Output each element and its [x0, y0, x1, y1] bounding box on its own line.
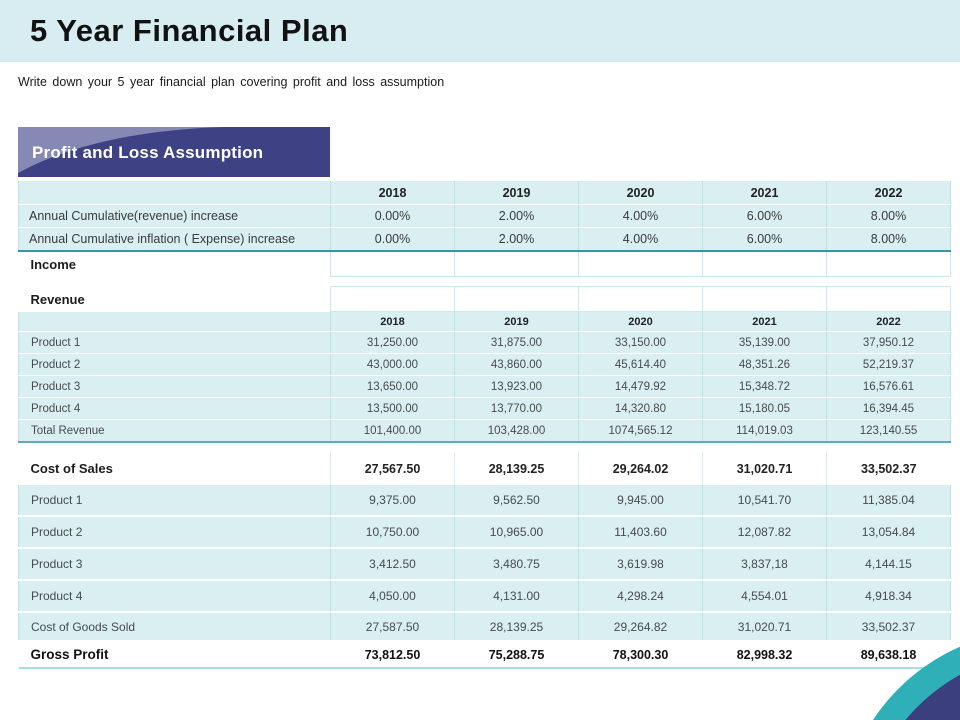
year-header-cell: 2018 [331, 181, 455, 205]
value-cell: 11,385.04 [827, 485, 951, 516]
value-cell: 31,020.71 [703, 452, 827, 485]
total-revenue-row [19, 420, 951, 443]
value-cell: 4,131.00 [455, 580, 579, 612]
value-cell: 10,750.00 [331, 516, 455, 548]
year-header-cell: 2020 [579, 312, 703, 332]
gross-profit-row [19, 641, 951, 668]
cost-product-row [19, 485, 951, 516]
value-cell: 52,219.37 [827, 354, 951, 376]
section-banner [18, 127, 330, 177]
value-cell: 3,837,18 [703, 548, 827, 580]
cost-of-goods-sold-row [19, 612, 951, 641]
assumption-row [19, 228, 951, 252]
value-cell: 14,479.92 [579, 376, 703, 398]
empty-cell [579, 287, 703, 312]
year-header-cell: 2019 [455, 181, 579, 205]
year-header-cell: 2020 [579, 181, 703, 205]
empty-cell [703, 287, 827, 312]
value-cell: 3,480.75 [455, 548, 579, 580]
value-cell: 123,140.55 [827, 420, 951, 443]
section-label: Cost of Sales [19, 452, 331, 485]
value-cell: 31,875.00 [455, 332, 579, 354]
value-cell: 82,998.32 [703, 641, 827, 668]
value-cell: 3,412.50 [331, 548, 455, 580]
year-header-cell: 2019 [455, 312, 579, 332]
value-cell: 4,554.01 [703, 580, 827, 612]
value-cell: 3,619.98 [579, 548, 703, 580]
value-cell: 0.00% [331, 228, 455, 252]
value-cell: 9,375.00 [331, 485, 455, 516]
empty-cell [703, 251, 827, 277]
revenue-product-row [19, 332, 951, 354]
value-cell: 6.00% [703, 228, 827, 252]
value-cell: 13,054.84 [827, 516, 951, 548]
value-cell: 15,348.72 [703, 376, 827, 398]
year-header-cell: 2022 [827, 181, 951, 205]
value-cell: 4.00% [579, 228, 703, 252]
value-cell: 101,400.00 [331, 420, 455, 443]
section-label: Gross Profit [19, 641, 331, 668]
value-cell: 4,144.15 [827, 548, 951, 580]
value-cell: 89,638.18 [827, 641, 951, 668]
empty-cell [331, 251, 455, 277]
year-header-cell: 2021 [703, 312, 827, 332]
value-cell: 43,860.00 [455, 354, 579, 376]
value-cell: 28,139.25 [455, 452, 579, 485]
value-cell: 33,150.00 [579, 332, 703, 354]
value-cell: 13,500.00 [331, 398, 455, 420]
row-label: Annual Cumulative(revenue) increase [19, 205, 331, 228]
empty-cell [579, 251, 703, 277]
value-cell: 16,576.61 [827, 376, 951, 398]
row-label: Product 3 [19, 376, 331, 398]
value-cell: 28,139.25 [455, 612, 579, 641]
empty-cell [19, 312, 331, 332]
value-cell: 13,650.00 [331, 376, 455, 398]
value-cell: 103,428.00 [455, 420, 579, 443]
value-cell: 73,812.50 [331, 641, 455, 668]
value-cell: 35,139.00 [703, 332, 827, 354]
value-cell: 43,000.00 [331, 354, 455, 376]
value-cell: 4,298.24 [579, 580, 703, 612]
empty-cell [827, 287, 951, 312]
value-cell: 15,180.05 [703, 398, 827, 420]
value-cell: 29,264.82 [579, 612, 703, 641]
row-label: Product 1 [19, 485, 331, 516]
value-cell: 11,403.60 [579, 516, 703, 548]
value-cell: 13,770.00 [455, 398, 579, 420]
financial-table [18, 181, 951, 669]
value-cell: 8.00% [827, 228, 951, 252]
revenue-product-row [19, 398, 951, 420]
value-cell: 0.00% [331, 205, 455, 228]
value-cell: 114,019.03 [703, 420, 827, 443]
row-label: Product 2 [19, 354, 331, 376]
year-header-cell: 2018 [331, 312, 455, 332]
value-cell: 45,614.40 [579, 354, 703, 376]
row-label: Product 4 [19, 398, 331, 420]
revenue-product-row [19, 376, 951, 398]
cost-product-row [19, 516, 951, 548]
revenue-product-row [19, 354, 951, 376]
value-cell: 2.00% [455, 228, 579, 252]
cost-of-sales-header-row [19, 452, 951, 485]
value-cell: 31,020.71 [703, 612, 827, 641]
value-cell: 10,965.00 [455, 516, 579, 548]
value-cell: 78,300.30 [579, 641, 703, 668]
spacer-row [19, 442, 951, 452]
title-band [0, 0, 960, 62]
value-cell: 29,264.02 [579, 452, 703, 485]
value-cell: 9,562.50 [455, 485, 579, 516]
year-header-row [19, 181, 951, 205]
value-cell: 37,950.12 [827, 332, 951, 354]
value-cell: 27,587.50 [331, 612, 455, 641]
year-header-row [19, 312, 951, 332]
year-header-cell: 2021 [703, 181, 827, 205]
value-cell: 33,502.37 [827, 452, 951, 485]
value-cell: 16,394.45 [827, 398, 951, 420]
year-header-cell: 2022 [827, 312, 951, 332]
value-cell: 13,923.00 [455, 376, 579, 398]
value-cell: 6.00% [703, 205, 827, 228]
section-label: Revenue [19, 287, 331, 312]
cost-product-row [19, 548, 951, 580]
empty-cell [455, 287, 579, 312]
empty-cell [455, 251, 579, 277]
section-row-income [19, 251, 951, 277]
value-cell: 10,541.70 [703, 485, 827, 516]
assumption-row [19, 205, 951, 228]
spacer-row [19, 277, 951, 287]
section-row-revenue [19, 287, 951, 312]
value-cell: 75,288.75 [455, 641, 579, 668]
value-cell: 4,918.34 [827, 580, 951, 612]
empty-cell [331, 287, 455, 312]
value-cell: 27,567.50 [331, 452, 455, 485]
section-banner-title: Profit and Loss Assumption [32, 143, 264, 163]
empty-cell [827, 251, 951, 277]
value-cell: 1074,565.12 [579, 420, 703, 443]
value-cell: 4.00% [579, 205, 703, 228]
value-cell: 14,320.80 [579, 398, 703, 420]
value-cell: 2.00% [455, 205, 579, 228]
value-cell: 33,502.37 [827, 612, 951, 641]
row-label: Total Revenue [19, 420, 331, 443]
value-cell: 9,945.00 [579, 485, 703, 516]
cost-product-row [19, 580, 951, 612]
value-cell: 31,250.00 [331, 332, 455, 354]
value-cell: 4,050.00 [331, 580, 455, 612]
row-label: Product 1 [19, 332, 331, 354]
value-cell: 48,351.26 [703, 354, 827, 376]
row-label: Product 2 [19, 516, 331, 548]
row-label: Product 3 [19, 548, 331, 580]
row-label: Product 4 [19, 580, 331, 612]
value-cell: 8.00% [827, 205, 951, 228]
row-label: Cost of Goods Sold [19, 612, 331, 641]
empty-cell [19, 181, 331, 205]
section-label: Income [19, 251, 331, 277]
page-title: 5 Year Financial Plan [30, 13, 349, 48]
row-label: Annual Cumulative inflation ( Expense) increase [19, 228, 331, 252]
value-cell: 12,087.82 [703, 516, 827, 548]
subtitle: Write down your 5 year financial plan covering profit and loss assumption [18, 75, 445, 89]
